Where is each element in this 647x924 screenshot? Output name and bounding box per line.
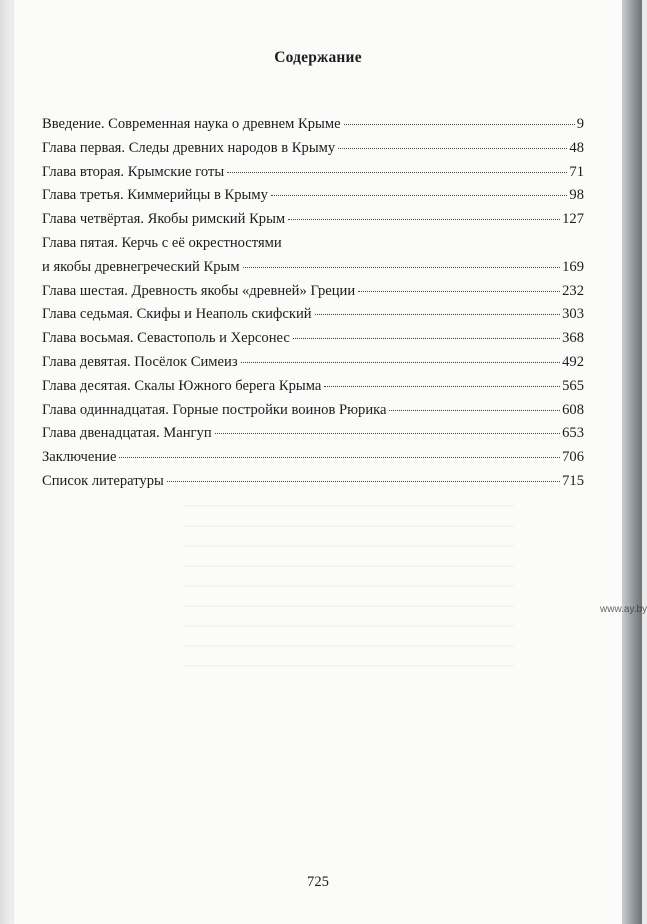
toc-entry-page: 232 [562, 282, 584, 299]
toc-entry-title: Список литературы [42, 472, 164, 489]
toc-entry-page: 565 [562, 377, 584, 394]
toc-entry-title: Глава двенадцатая. Мангуп [42, 425, 212, 442]
table-of-contents [42, 113, 584, 494]
toc-entry-chapter-6 [42, 280, 584, 304]
toc-entry-page: 127 [562, 211, 584, 228]
toc-entry-title: Глава одиннадцатая. Горные постройки воинов Рюрика [42, 401, 387, 418]
toc-entry-page: 492 [562, 353, 584, 370]
book-spine-edge [0, 0, 14, 924]
toc-entry-chapter-11 [42, 399, 584, 423]
dot-leader [338, 148, 567, 149]
toc-entry-title: Глава десятая. Скалы Южного берега Крыма [42, 377, 322, 394]
toc-entry-chapter-1 [42, 137, 584, 161]
toc-entry-title-line-2: и якобы древнегреческий Крым [42, 258, 240, 275]
page-edge-shadow [622, 0, 642, 924]
dot-leader [344, 124, 575, 125]
toc-entry-page: 715 [562, 472, 584, 489]
bleed-through-shadow [184, 505, 514, 685]
toc-entry-bibliography [42, 470, 584, 494]
dot-leader [358, 291, 560, 292]
toc-entry-chapter-3 [42, 184, 584, 208]
dot-leader [271, 195, 568, 196]
toc-entry-page: 9 [576, 116, 584, 132]
toc-entry-title: Глава первая. Следы древних народов в Крыму [42, 139, 336, 156]
toc-entry-chapter-10 [42, 375, 584, 399]
toc-entry-title: Глава вторая. Крымские готы [42, 163, 225, 180]
toc-entry-page: 48 [569, 139, 584, 156]
toc-entry-chapter-4 [42, 208, 584, 232]
page-title: Содержание [274, 49, 362, 66]
watermark: www.ay.by [600, 604, 647, 615]
dot-leader [215, 433, 560, 434]
toc-entry-title: Глава третья. Киммерийцы в Крыму [42, 187, 268, 204]
toc-entry-chapter-9 [42, 351, 584, 375]
toc-entry-title: Глава четвёртая. Якобы римский Крым [42, 211, 286, 228]
toc-entry-title: Введение. Современная наука о древнем Крыме [42, 116, 341, 132]
toc-entry-page: 368 [562, 330, 584, 347]
toc-entry-chapter-12 [42, 422, 584, 446]
toc-entry-chapter-5 [42, 232, 584, 280]
toc-entry-title: Глава восьмая. Севастополь и Херсонес [42, 330, 290, 347]
dot-leader [389, 410, 560, 411]
toc-entry-chapter-8 [42, 327, 584, 351]
toc-entry-page: 169 [562, 258, 584, 275]
toc-entry-page: 653 [562, 425, 584, 442]
toc-entry-title: Глава шестая. Древность якобы «древней» Греции [42, 282, 356, 299]
toc-entry-title: Заключение [42, 449, 117, 466]
dot-leader [227, 172, 567, 173]
toc-entry-title: Глава девятая. Посёлок Симеиз [42, 353, 238, 370]
dot-leader [315, 314, 561, 315]
toc-entry-introduction [42, 113, 584, 137]
toc-entry-chapter-7 [42, 303, 584, 327]
book-page [14, 0, 622, 924]
toc-entry-page: 706 [562, 449, 584, 466]
dot-leader [119, 457, 560, 458]
toc-entry-page: 98 [569, 187, 584, 204]
toc-entry-page: 71 [569, 163, 584, 180]
toc-entry-page: 303 [562, 306, 584, 323]
dot-leader [324, 386, 560, 387]
dot-leader [293, 338, 560, 339]
dot-leader [241, 362, 561, 363]
toc-entry-title: Глава седьмая. Скифы и Неаполь скифский [42, 306, 312, 323]
toc-entry-title-line-1: Глава пятая. Керчь с её окрестностями [42, 234, 282, 251]
dot-leader [288, 219, 560, 220]
toc-entry-chapter-2 [42, 161, 584, 185]
dot-leader [167, 481, 560, 482]
dot-leader [243, 267, 561, 268]
toc-entry-page: 608 [562, 401, 584, 418]
toc-entry-conclusion [42, 446, 584, 470]
page-number: 725 [307, 874, 329, 890]
